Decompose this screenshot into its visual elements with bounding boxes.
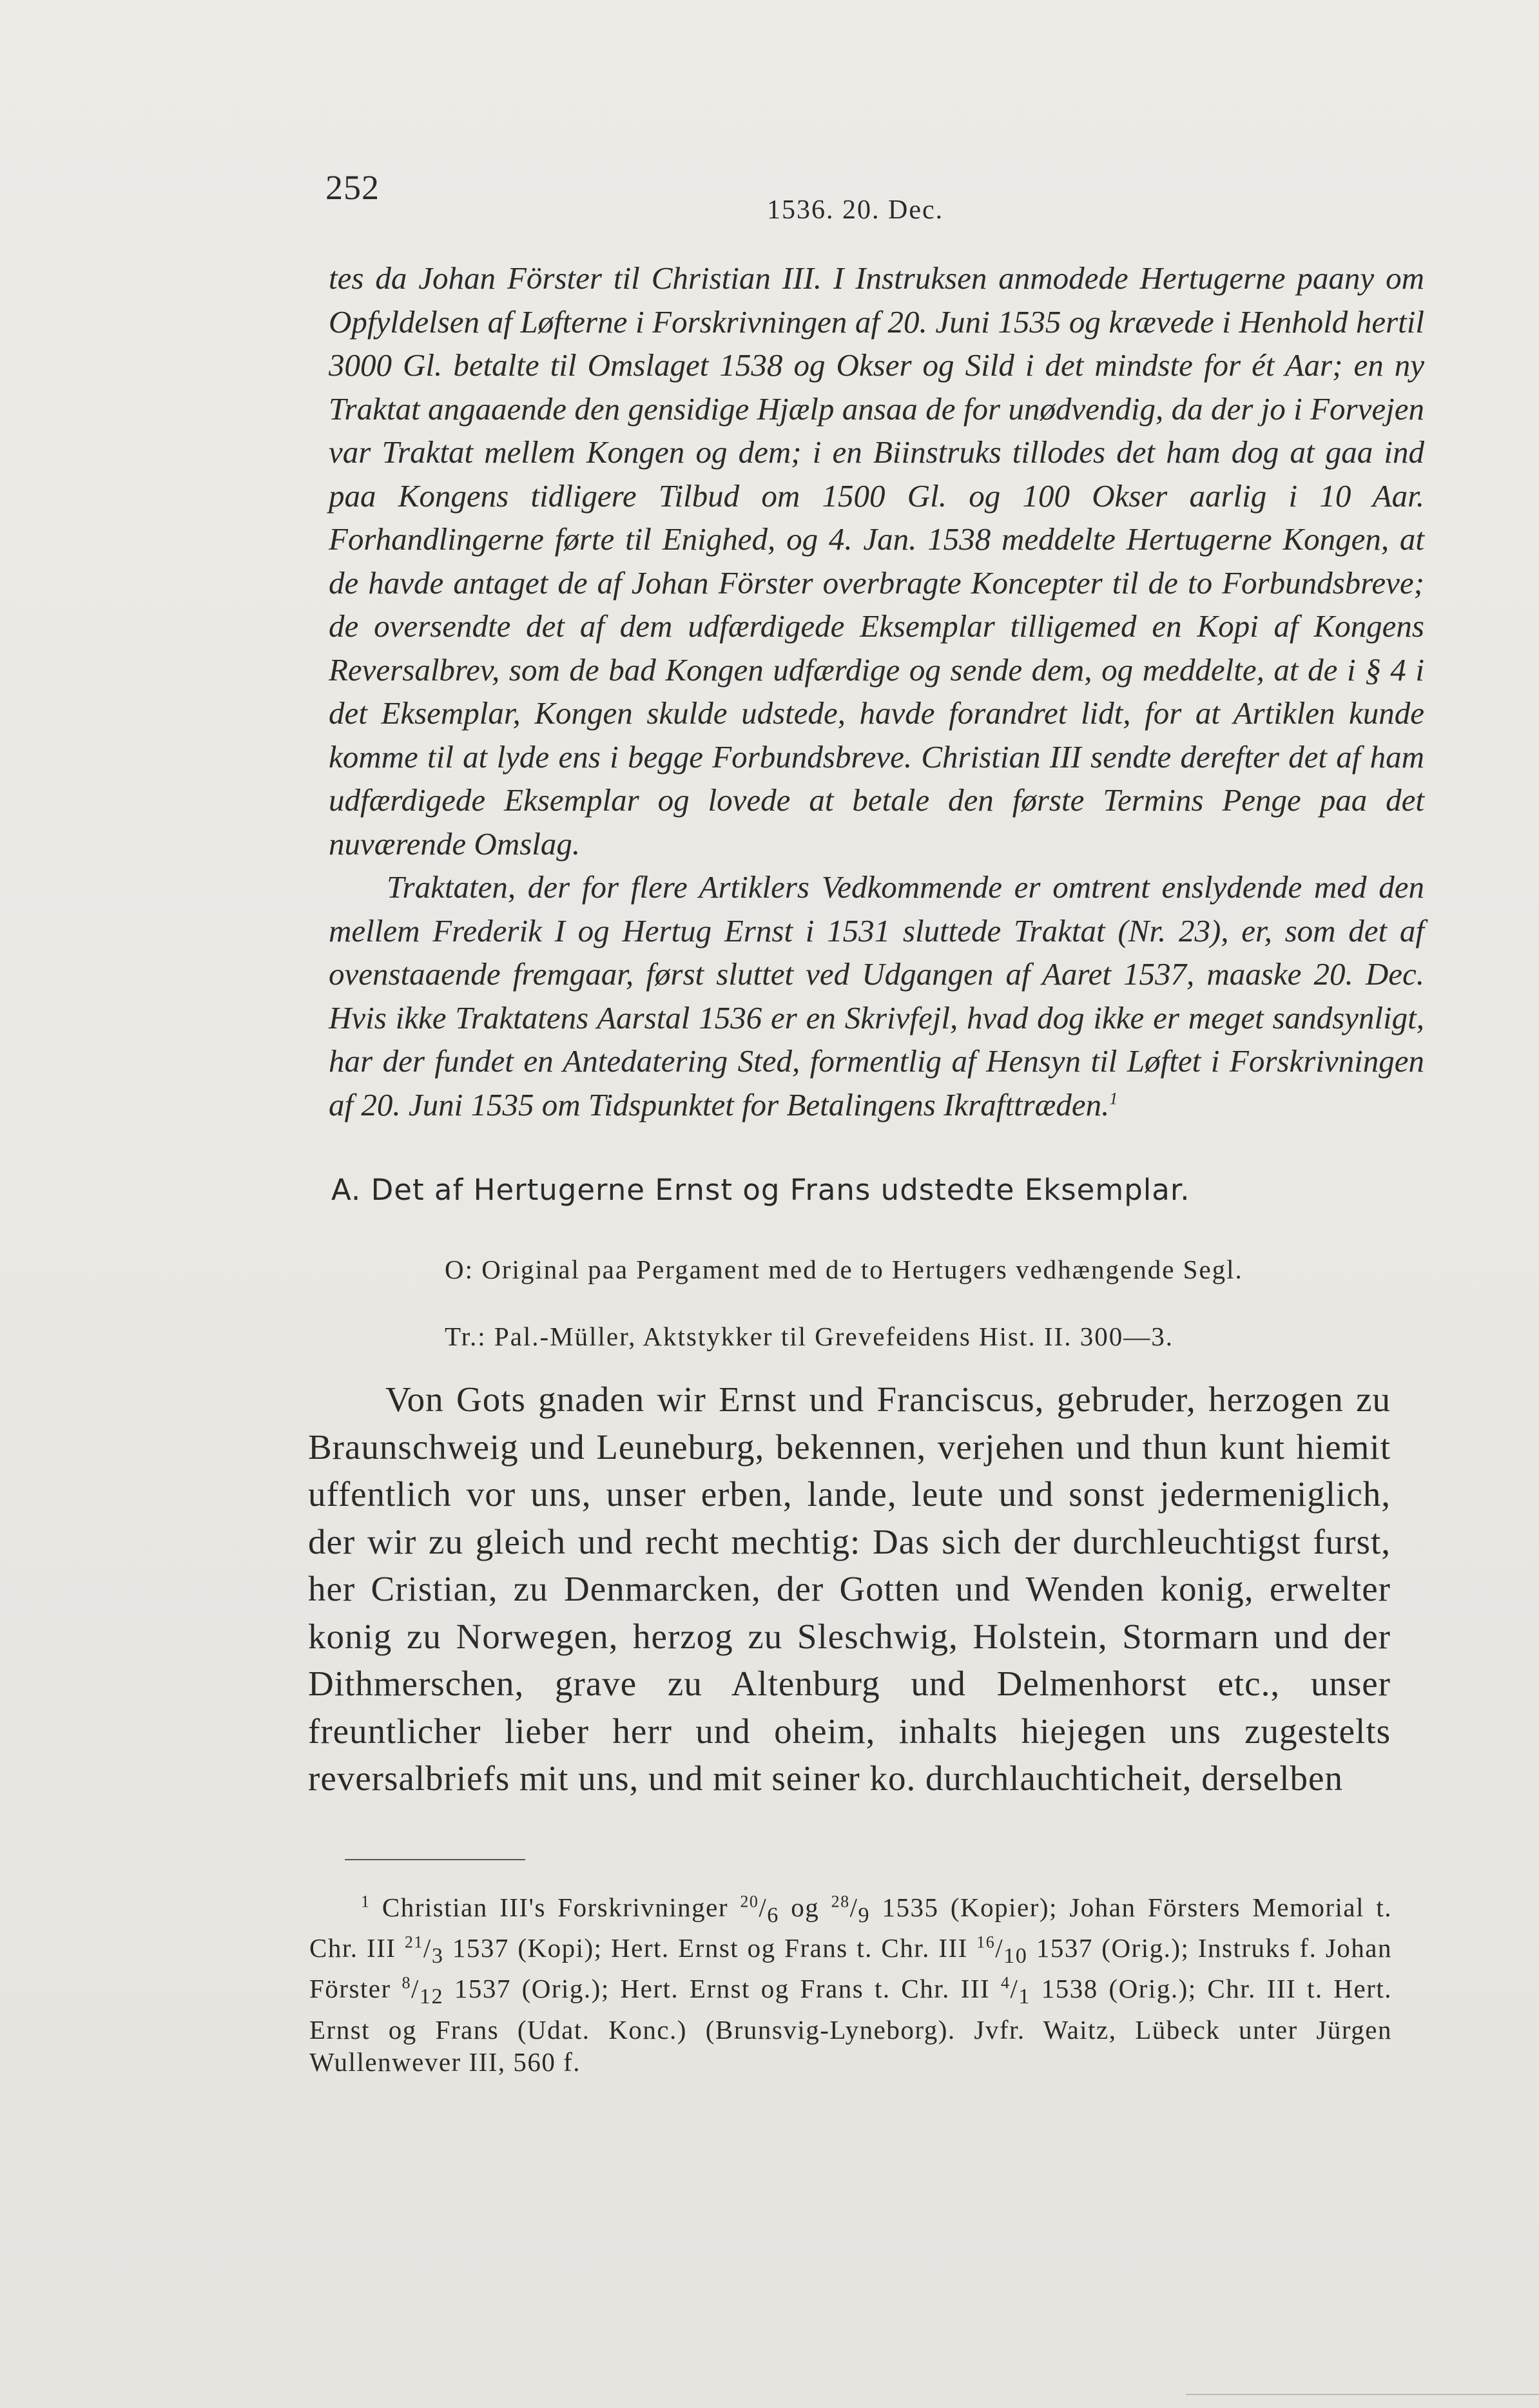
footnote-marker: 1 xyxy=(361,1892,371,1911)
date-day: 28 xyxy=(831,1892,850,1911)
intro-paragraph-1: tes da Johan Förster til Christian III. I Instruksen anmodede Hertugerne paany om Opfyldelsen af Løfterne i Forskrivningen af 20. Juni 1535 og krævede i Henhold hertil 3000 Gl. betalte til Omslaget 1538 og Okser og Sild i det mindste for ét Aar; en ny Traktat angaaende den gensidige Hjælp ansaa de for unødvendig, da der jo i Forvejen var Traktat mellem Kongen og dem; i en Biinstruks tillodes det ham dog at gaa ind paa Kongens tidligere Tilbud om 1500 Gl. og 100 Okser aarlig i 10 Aar. Forhandlingerne førte til Enighed, og 4. Jan. 1538 meddelte Hertugerne Kongen, at de havde antaget de af Johan Förster overbragte Koncepter til de to Forbundsbreve; de oversendte det af dem udfærdigede Eksemplar tilligemed en Kopi af Kongens Reversalbrev, som de bad Kongen udfærdige og sende dem, og meddelte, at de i § 4 i det Eksemplar, Kongen skulde udstede, havde forandret lidt, for at Artiklen kunde komme til at lyde ens i begge Forbundsbreve. Christian III sendte derefter det af ham udfærdigede Eksemplar og lovede at betale den første Termins Penge paa det nuværende Omslag. xyxy=(329,260,1424,862)
footnote-divider xyxy=(345,1859,525,1860)
date-day: 4 xyxy=(1000,1973,1011,1992)
date-month: 9 xyxy=(858,1903,871,1928)
date-day: 21 xyxy=(404,1932,423,1952)
footnote xyxy=(309,1891,1392,2078)
scan-edge-line xyxy=(1186,2394,1539,2395)
footnote-text: 1537 (Orig.); Instruks f. Johan Förster xyxy=(309,1933,1393,2004)
page-number: 252 xyxy=(325,168,380,207)
footnote-text: 1535 (Kopier); Johan Försters Memorial t. Chr. III xyxy=(309,1893,1393,1963)
document-paragraph: Von Gots gnaden wir Ernst und Franciscus, gebruder, herzogen zu Braunschweig und Leuneburg, bekennen, verjehen und thun kunt hiemit uffentlich vor uns, unser erben, lande, leute und sonst jedermeniglich, der wir zu gleich und recht mechtig: Das sich der durchleuchtigst furst, her Cristian, zu Denmarcken, der Gotten und Wenden konig, erwelter konig zu Norwegen, herzog zu Sleschwig, Holstein, Stormarn und der Dithmerschen, grave zu Altenburg und Delmenhorst etc., unser freuntlicher lieber herr und oheim, inhalts hiejegen uns zugestelts reversalbriefs mit uns, und mit seiner ko. durchlauchticheit, derselben xyxy=(308,1380,1391,1798)
intro-paragraph-2 xyxy=(329,865,1424,1126)
footnote-reference: 1 xyxy=(1109,1089,1118,1108)
date-day: 8 xyxy=(402,1973,411,1992)
intro-paragraph-2-text: Traktaten, der for flere Artiklers Vedkommende er omtrent enslydende med den mellem Frederik I og Hertug Ernst i 1531 sluttede Traktat (Nr. 23), er, som det af ovenstaaende fremgaar, først sluttet ved Udgangen af Aaret 1537, maaske 20. Dec. Hvis ikke Traktatens Aarstal 1536 er en Skrivfejl, hvad dog ikke er meget sandsynligt, har der fundet en Antedatering Sted, formentlig af Hensyn til Løftet i Forskrivningen af 20. Juni 1535 om Tidspunktet for Betalingens Ikrafttræden. xyxy=(329,869,1424,1122)
footnote-text: 1537 (Orig.); Hert. Ernst og Frans t. Chr. III xyxy=(454,1974,991,2004)
date-day: 16 xyxy=(976,1932,996,1952)
source-print: Tr.: Pal.-Müller, Aktstykker til Grevefeidens Hist. II. 300—3. xyxy=(445,1322,1174,1351)
footnote-text: og xyxy=(791,1893,820,1922)
running-head: 1536. 20. Dec. xyxy=(767,195,944,225)
footnote-text: 1538 (Orig.); Chr. III t. Hert. Ernst og Frans (Udat. Konc.) (Brunsvig-Lyneborg). Jvfr. Waitz, Lübeck unter Jürgen Wullenwever III, 560 f. xyxy=(309,1974,1392,2077)
date-month: 6 xyxy=(767,1903,779,1928)
source-original: O: Original paa Pergament med de to Hertugers vedhængende Segl. xyxy=(445,1255,1243,1284)
intro-commentary xyxy=(329,256,1424,1126)
footnote-text: 1537 (Kopi); Hert. Ernst og Frans t. Chr. III xyxy=(452,1933,968,1963)
footnote-paragraph: $^1$ Christian III's Forskrivninger $^{20}/_6$ og $^{28}/_9$ 1535 (Kopier); Johan Försters Memorial t. Chr. III $^{21}/_3$ 1537 (Kopi); Hert. Ernst og Frans t. Chr. III $^{16}/_{10}$ 1537 (Orig.); Instruks f. Johan Förster $^8/_{12}$ 1537 (Orig.); Hert. Ernst og Frans t. Chr. III $^4/_1$ 1538 (Orig.); Chr. III t. Hert. Ernst og Frans (Udat. Konc.) (Brunsvig-Lyneborg). Jvfr. Waitz, Lübeck unter Jürgen Wullenwever III, 560 f. xyxy=(309,1892,1393,2077)
date-day: 20 xyxy=(740,1892,759,1911)
section-heading: A. Det af Hertugerne Ernst og Frans udstedte Eksemplar. xyxy=(331,1173,1190,1207)
date-month: 10 xyxy=(1003,1944,1028,1969)
date-month: 3 xyxy=(431,1944,444,1969)
date-month: 12 xyxy=(419,1985,444,2009)
document-text xyxy=(308,1376,1391,1802)
date-month: 1 xyxy=(1018,1985,1031,2009)
footnote-text: Christian III's Forskrivninger xyxy=(382,1893,728,1922)
